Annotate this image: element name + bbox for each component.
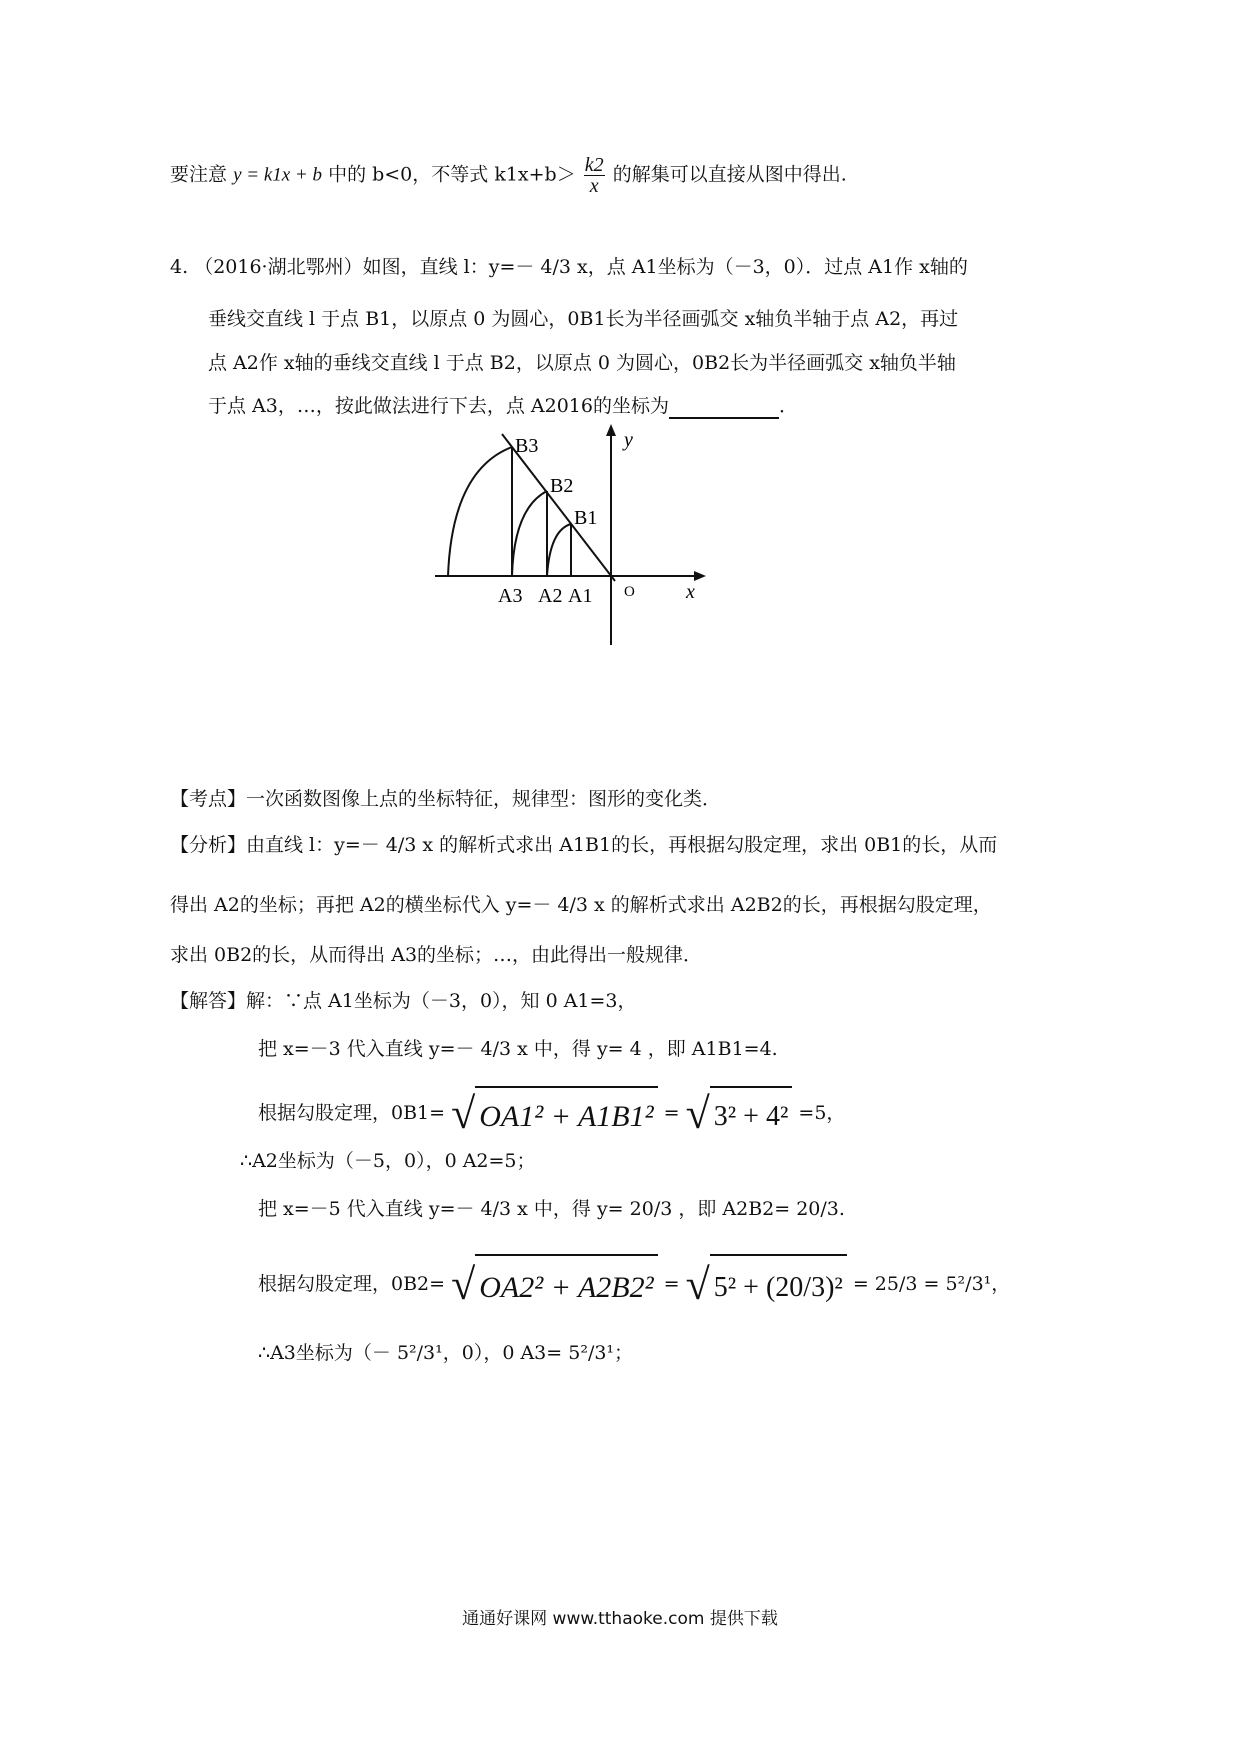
label-a3: A3 (498, 585, 523, 607)
fraction: $\frac{k2}{x}$ (584, 154, 604, 197)
arc-2 (512, 491, 547, 576)
kaodian: 【考点】一次函数图像上点的坐标特征，规律型：图形的变化类． (170, 788, 722, 810)
problem-line-4: 于点 A3，…，按此做法进行下去，点 A2016的坐标为 ． (208, 395, 798, 417)
sqrt-expression-2: √ 3² + 4² (686, 1086, 793, 1142)
sqrt-expression-1: √ OA1² + A1B1² (451, 1086, 658, 1142)
sqrt-expression-3: √ OA2² + A2B2² (451, 1254, 658, 1316)
label-a2: A2 (538, 585, 563, 607)
label-o: O (624, 584, 635, 600)
label-b1: B1 (574, 507, 598, 529)
geometry-figure (430, 420, 720, 650)
arc-3 (448, 447, 512, 576)
formula-inline: y = k1x + b (233, 164, 323, 186)
arc-1 (547, 524, 571, 576)
answer-blank (669, 399, 779, 419)
label-a1: A1 (568, 585, 593, 607)
label-b3: B3 (515, 435, 539, 457)
fenxi-3: 求出 0B2的长，从而得出 A3的坐标；…，由此得出一般规律． (170, 944, 703, 966)
jieda-2: 把 x=－3 代入直线 y=－ 4/3 x 中，得 y= 4 ，即 A1B1=4. (258, 1038, 778, 1060)
problem-line-1: 4. （2016·湖北鄂州）如图，直线 l：y=－ 4/3 x，点 A1坐标为（－3，0）．过点 A1作 x轴的 (170, 256, 968, 278)
top-note: 要注意 y = k1x + b 中的 b<0，不等式 k1x+b＞ $\frac{k2}{x}$ 的解集可以直接从图中得出. (170, 154, 847, 197)
label-b2: B2 (550, 475, 574, 497)
jieda-1: 【解答】解：∵点 A1坐标为（－3，0），知 0 A1=3， (170, 990, 637, 1012)
jieda-5: 把 x=－5 代入直线 y=－ 4/3 x 中，得 y= 20/3 ，即 A2B2= 20/3. (258, 1198, 845, 1220)
y-axis-arrow (606, 424, 616, 436)
sqrt-expression-4: √ 5² + (20/3)² (686, 1254, 847, 1316)
jieda-6: 根据勾股定理，0B2= √ OA2² + A2B2² = √ 5² + (20/3)² = 25/3 = 5²/3¹， (258, 1254, 1010, 1316)
x-axis-arrow (694, 571, 706, 581)
label-x: x (686, 581, 695, 603)
jieda-7: ∴A3坐标为（－ 5²/3¹，0），0 A3= 5²/3¹； (258, 1342, 634, 1364)
page-footer: 通通好课网 www.tthaoke.com 提供下载 (462, 1609, 778, 1629)
problem-line-2: 垂线交直线 l 于点 B1，以原点 0 为圆心，0B1长为半径画弧交 x轴负半轴于点 A2，再过 (208, 308, 959, 330)
jieda-4: ∴A2坐标为（－5，0），0 A2=5； (240, 1150, 536, 1172)
fenxi-2: 得出 A2的坐标；再把 A2的横坐标代入 y=－ 4/3 x 的解析式求出 A2B2的长，再根据勾股定理， (170, 894, 992, 916)
label-y: y (624, 429, 633, 451)
fenxi-1: 【分析】由直线 l：y=－ 4/3 x 的解析式求出 A1B1的长，再根据勾股定理，求出 0B1的长，从而 (170, 834, 998, 856)
problem-line-3: 点 A2作 x轴的垂线交直线 l 于点 B2，以原点 0 为圆心，0B2长为半径画弧交 x轴负半轴 (208, 352, 956, 374)
jieda-3: 根据勾股定理，0B1= √ OA1² + A1B1² = √ 3² + 4² =5， (258, 1086, 845, 1142)
